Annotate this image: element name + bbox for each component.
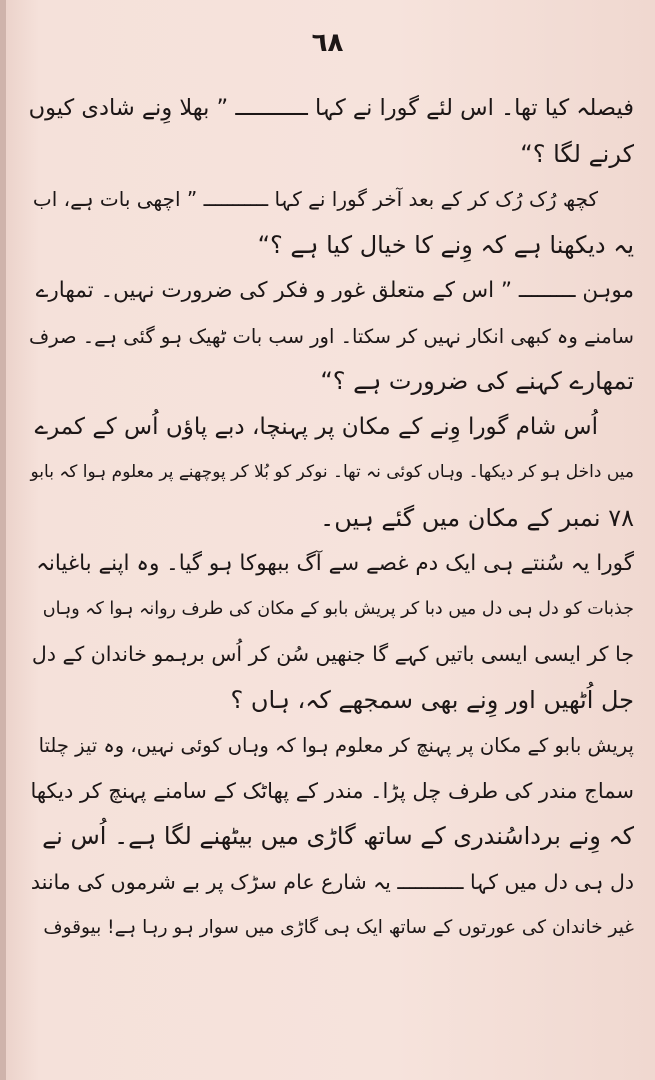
text-line: فیصلہ کیا تھا۔ اس لئے گورا نے کہا ـــــــــــ ” بھلا وِنے شادی کیوں	[28, 95, 634, 121]
text-line: جذبات کو دل ہی دل میں دبا کر پریش بابو کے مکان کی طرف روانہ ہوا کہ وہاں	[42, 598, 634, 619]
page-edge	[0, 0, 6, 1080]
text-line: میں داخل ہو کر دیکھا۔ وہاں کوئی نہ تھا۔ نوکر کو بُلا کر پوچھنے پر معلوم ہوا کہ بابو	[30, 462, 634, 482]
text-line: سماج مندر کی طرف چل پڑا۔ مندر کے پھاٹک کے سامنے پہنچ کر دیکھا	[30, 778, 634, 803]
text-line: کچھ رُک رُک کر کے بعد آخر گورا نے کہا ـــــــــــ ” اچھی بات ہے، اب	[32, 187, 598, 211]
page-number: ٦٨	[311, 28, 344, 58]
body-text	[28, 86, 634, 951]
text-line: یہ دیکھنا ہے کہ وِنے کا خیال کیا ہے ؟“	[257, 230, 634, 259]
text-line: جل اُٹھیں اور وِنے بھی سمجھے کہ، ہاں ؟	[230, 685, 634, 714]
text-line: گورا یہ سُنتے ہی ایک دم غصے سے آگ ببھوکا ہو گیا۔ وہ اپنے باغیانہ	[36, 551, 634, 576]
text-line: جا کر ایسی ایسی باتیں کہے گا جنھیں سُن کر اُس برہمو خاندان کے دل	[31, 642, 634, 666]
text-line: پریش بابو کے مکان پر پہنچ کر معلوم ہوا کہ وہاں کوئی نہیں، وہ تیز چلتا	[38, 734, 634, 757]
text-line: ٧٨ نمبر کے مکان میں گئے ہیں۔	[320, 503, 634, 532]
text-line: تمھارے کہنے کی ضرورت ہے ؟“	[320, 367, 634, 395]
text-line: سامنے وہ کبھی انکار نہیں کر سکتا۔ اور سب بات ٹھیک ہو گئی ہے۔ صرف	[29, 324, 634, 348]
text-line: دل ہی دل میں کہا ـــــــــــ یہ شارع عام سڑک پر بے شرموں کی مانند	[30, 869, 634, 894]
text-line: غیر خاندان کی عورتوں کے ساتھ ایک ہی گاڑی میں سوار ہو رہا ہے! بیوقوف	[43, 917, 634, 938]
text-line: موہن ـــــــــ ” اس کے متعلق غور و فکر کی ضرورت نہیں۔ تمھارے	[35, 278, 634, 303]
text-line: اُس شام گورا وِنے کے مکان پر پہنچا، دبے پاؤں اُس کے کمرے	[34, 413, 598, 440]
text-line: کہ وِنے برداسُندری کے ساتھ گاڑی میں بیٹھنے لگا ہے۔ اُس نے	[42, 822, 634, 850]
text-line: کرنے لگا ؟“	[520, 139, 634, 168]
